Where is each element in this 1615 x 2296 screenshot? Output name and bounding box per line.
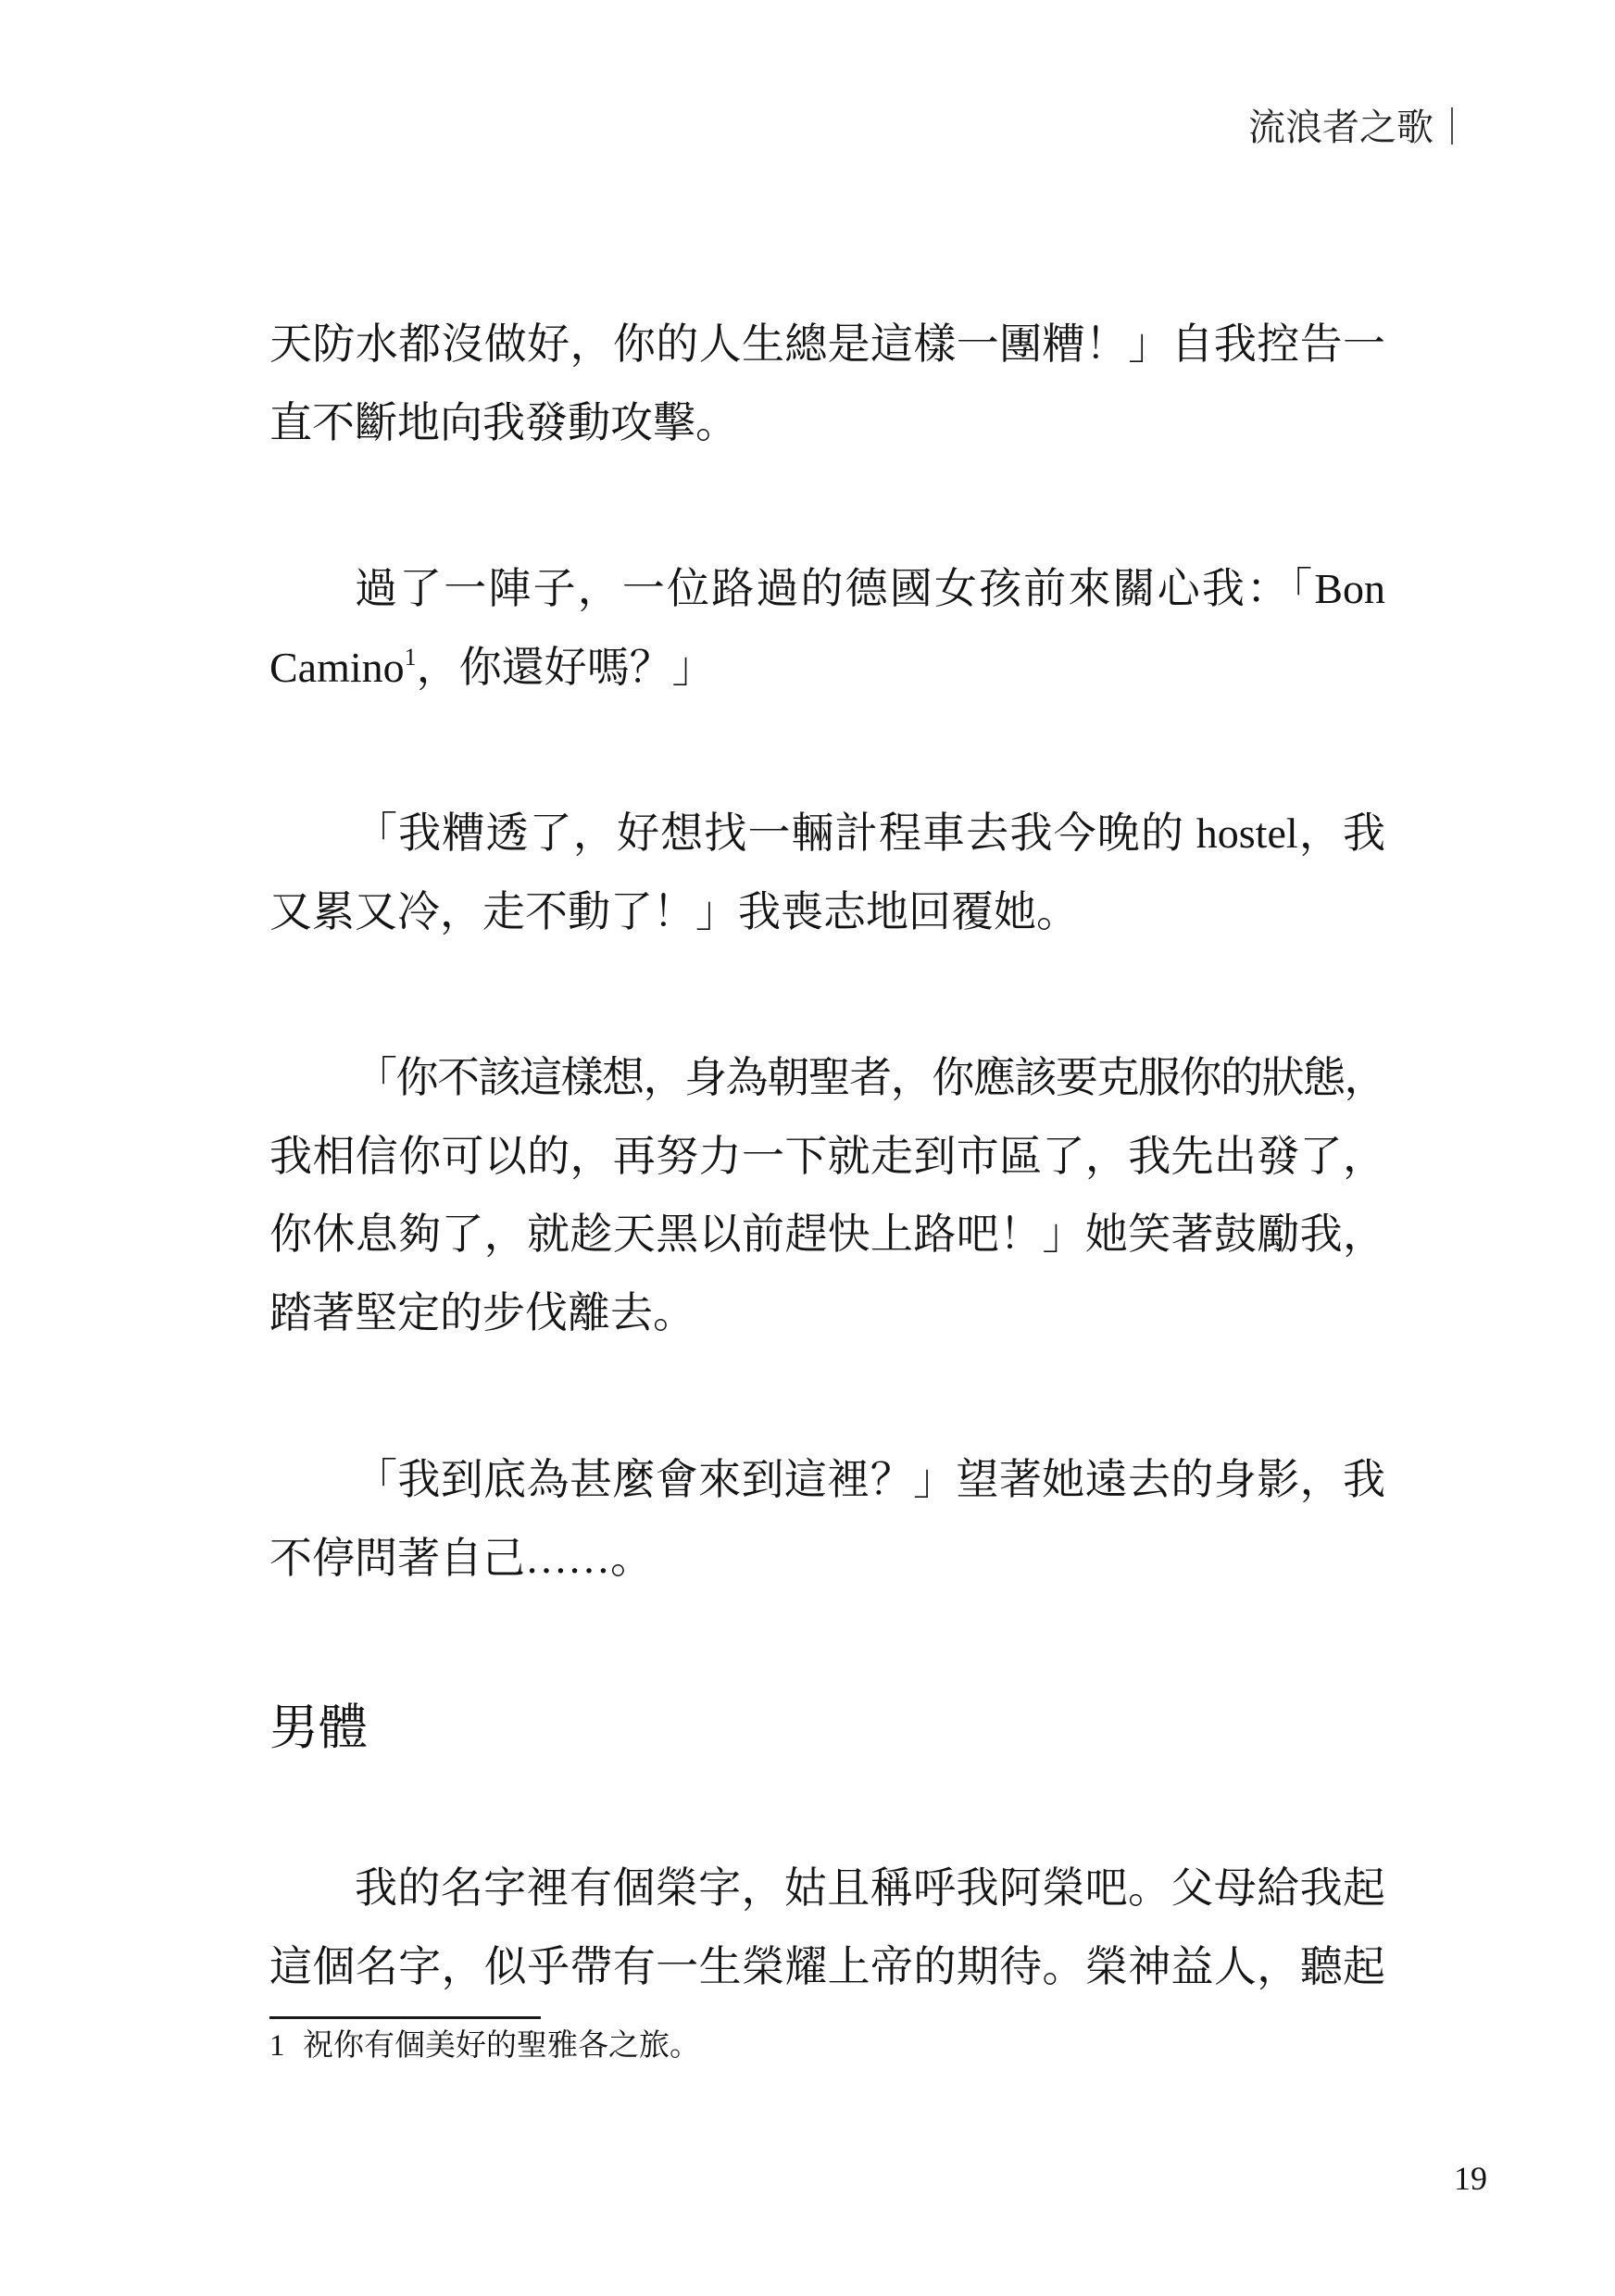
- text-line: 直不斷地向我發動攻擊。: [269, 398, 738, 446]
- running-head: [1248, 105, 1471, 151]
- text-line: 過了一陣子，一位路過的德國女孩前來關心我：「Bon: [355, 565, 1385, 612]
- footnote-text: 祝你有個美好的聖雅各之旅。: [303, 2029, 700, 2063]
- running-title: 流浪者之歌: [1248, 107, 1433, 148]
- text-line: 「你不該這樣想，身為朝聖者，你應該要克服你的狀態，: [355, 1054, 1385, 1101]
- text-line: 踏著堅定的步伐離去。: [269, 1288, 695, 1336]
- footnote: [269, 2026, 700, 2066]
- paragraph: [269, 306, 1385, 462]
- paragraph: [269, 1039, 1385, 1352]
- text-line: 不停問著自己……。: [269, 1534, 653, 1582]
- text-line: 我相信你可以的，再努力一下就走到市區了，我先出發了，: [269, 1132, 1385, 1180]
- footnote-rule: [269, 2016, 541, 2019]
- footnote-number: 1: [269, 2029, 285, 2063]
- text-line: 天防水都沒做好，你的人生總是這樣一團糟！」自我控告一: [269, 320, 1385, 368]
- running-head-separator: ｜: [1433, 107, 1471, 148]
- paragraph: [269, 550, 1385, 707]
- page-number: 19: [1454, 2160, 1487, 2197]
- text-line: 這個名字，似乎帶有一生榮耀上帝的期待。榮神益人，聽起: [269, 1942, 1385, 1990]
- text-line: 我的名字裡有個榮字，姑且稱呼我阿榮吧。父母給我起: [355, 1864, 1385, 1912]
- text-segment: ，你還好嗎？」: [416, 643, 715, 691]
- paragraph: [269, 1850, 1385, 2006]
- text-line: 「我到底為甚麼會來到這裡？」望著她遠去的身影，我: [355, 1456, 1385, 1503]
- footnote-reference: 1: [404, 643, 417, 671]
- paragraph: [269, 1441, 1385, 1598]
- paragraph: [269, 795, 1385, 951]
- text-segment: Camino: [269, 643, 405, 691]
- text-line: 你休息夠了，就趁天黑以前趕快上路吧！」她笑著鼓勵我，: [269, 1211, 1385, 1258]
- text-line: 「我糟透了，好想找一輛計程車去我今晚的 hostel，我: [355, 809, 1385, 857]
- text-line: [269, 629, 1385, 708]
- text-line: 又累又冷，走不動了！」我喪志地回覆她。: [269, 887, 1079, 935]
- section-heading: 男體: [269, 1701, 368, 1755]
